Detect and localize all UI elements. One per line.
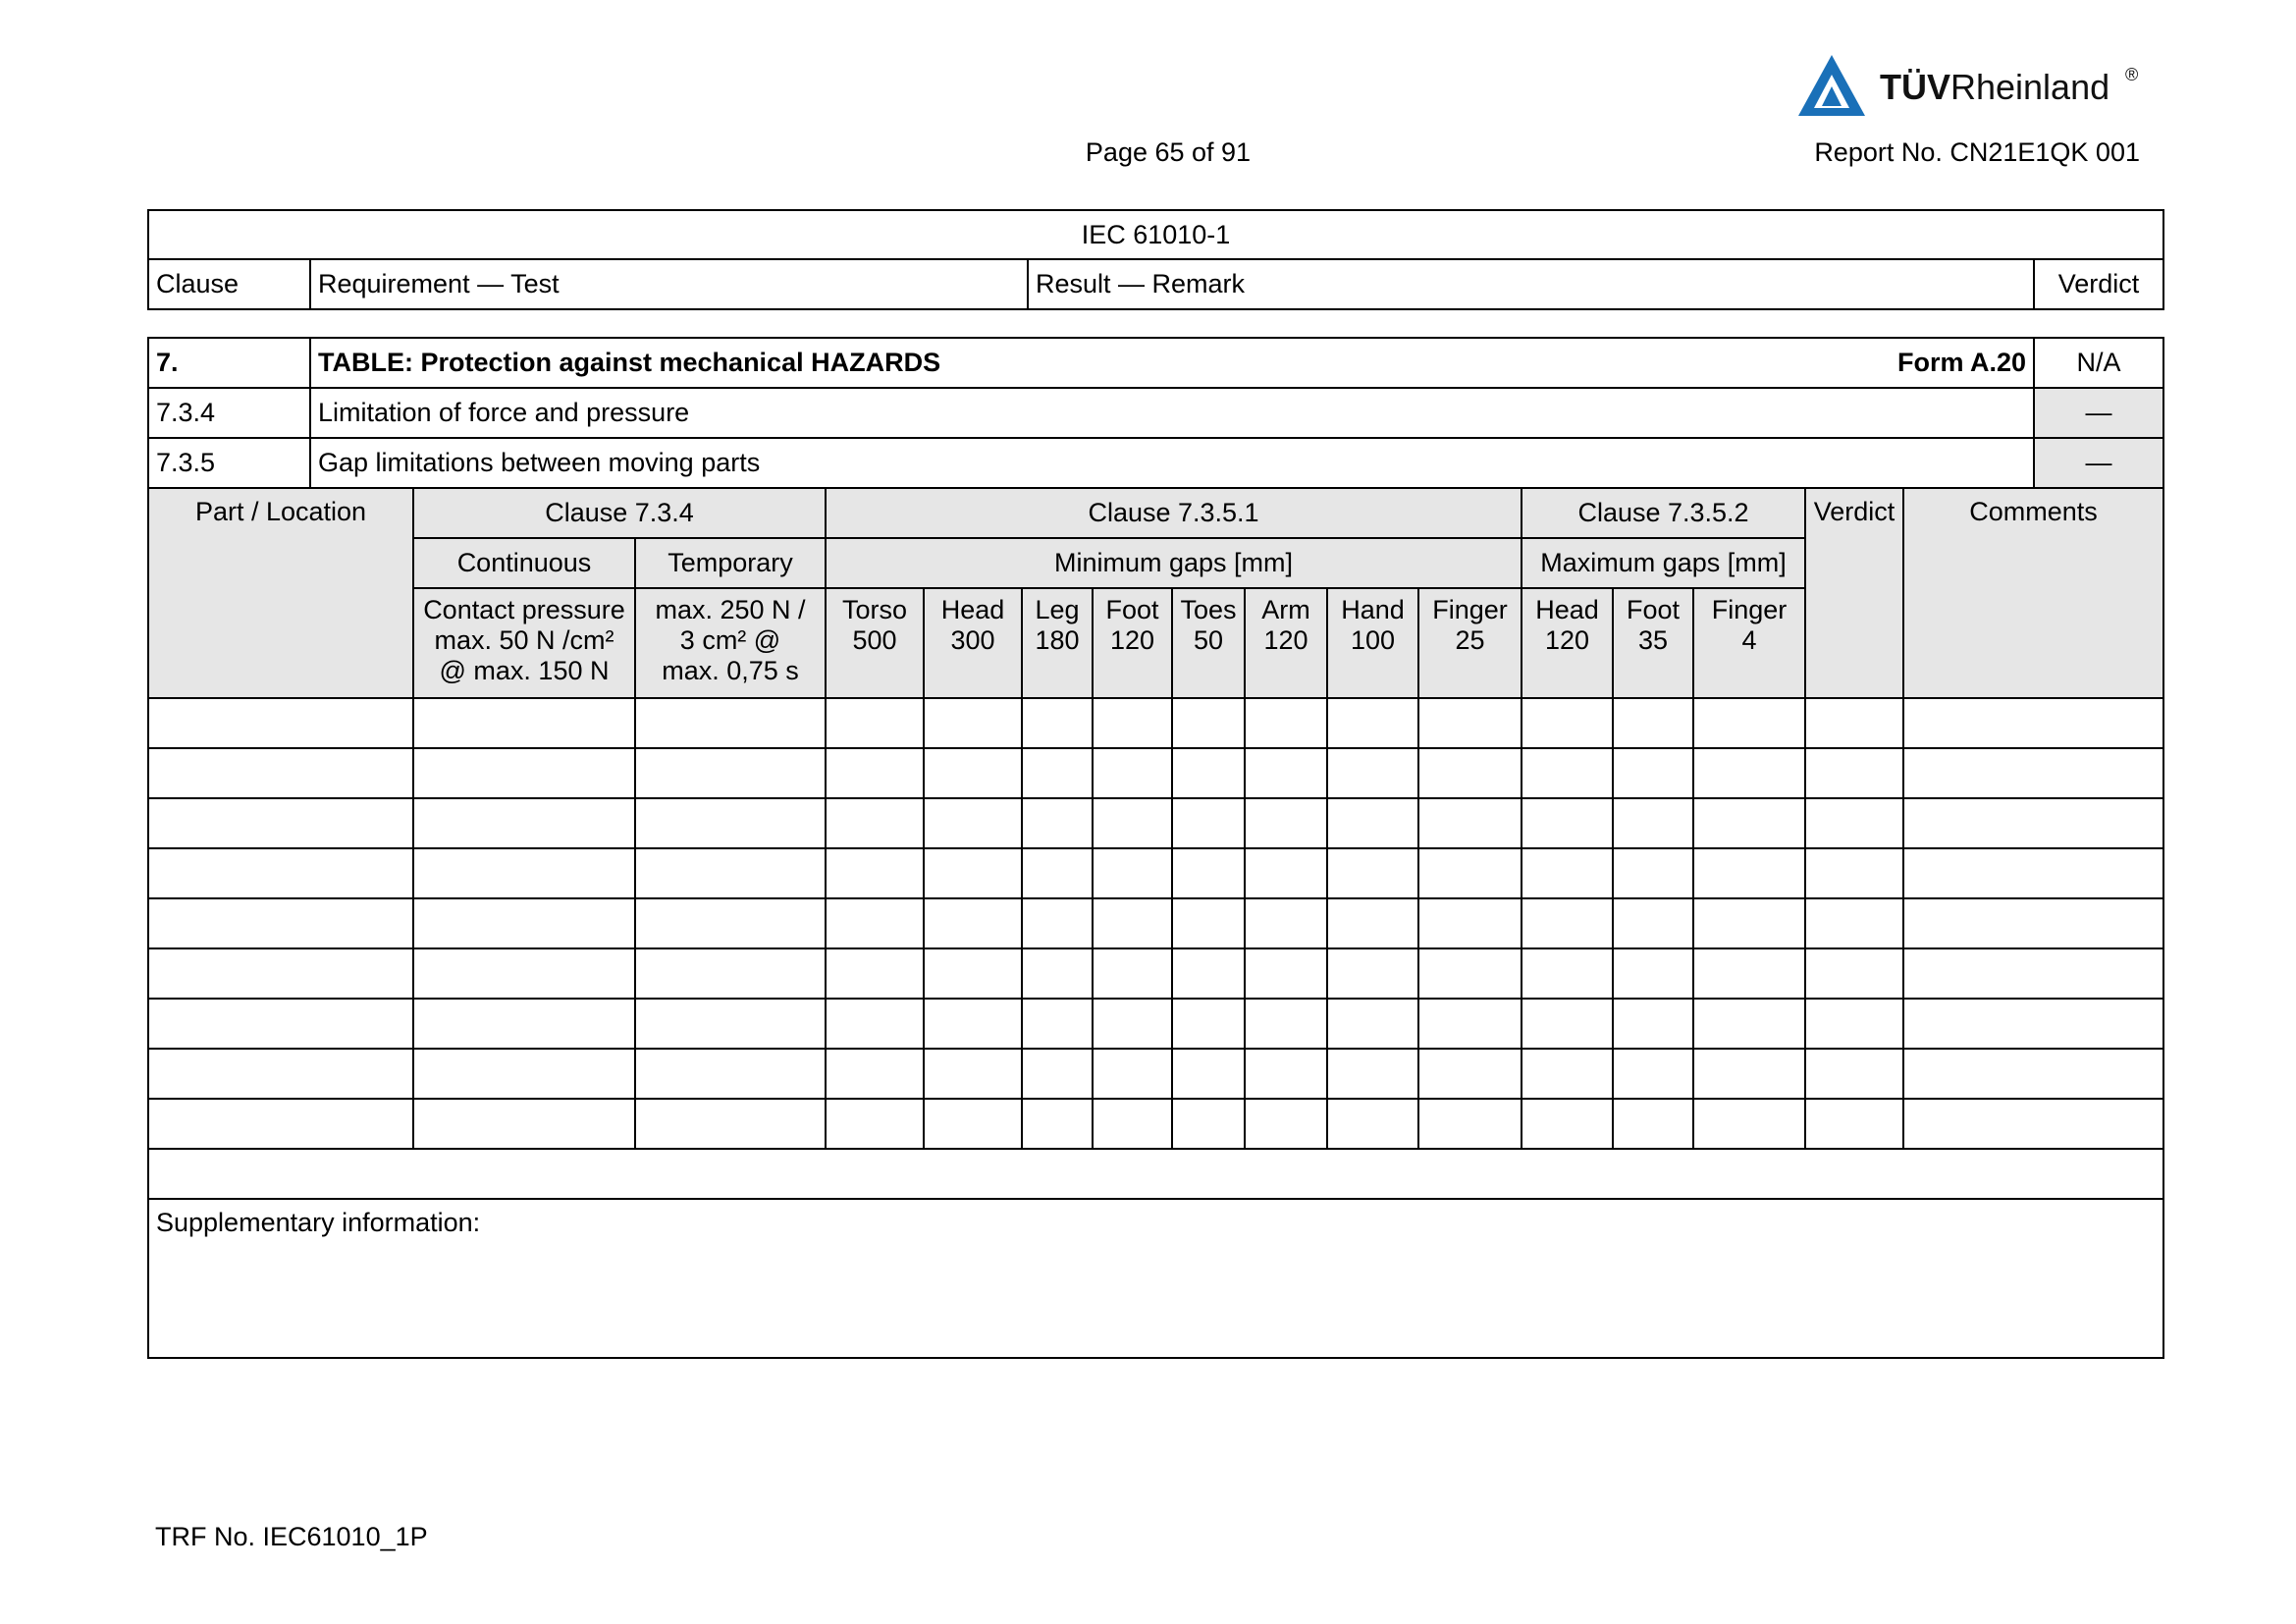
table-cell[interactable] (148, 698, 413, 748)
min-gap-head (924, 588, 1022, 698)
table-cell[interactable] (1522, 1099, 1613, 1149)
table-cell[interactable] (1245, 1049, 1327, 1099)
gap-value: 4 (1741, 625, 1757, 655)
gap-value: 100 (1350, 625, 1396, 655)
table-cell[interactable] (1613, 798, 1693, 848)
table-cell[interactable] (1693, 1049, 1805, 1099)
col-clause: Clause (148, 259, 310, 309)
table-cell[interactable] (1903, 898, 2163, 948)
table-cell[interactable] (924, 698, 1022, 748)
min-gap-hand (1327, 588, 1418, 698)
table-cell[interactable] (1613, 698, 1693, 748)
table-cell[interactable] (1613, 848, 1693, 898)
table-cell[interactable] (826, 1049, 924, 1099)
row-text: Gap limitations between moving parts (310, 438, 2034, 488)
page-number: Page 65 of 91 (1085, 137, 1252, 167)
row-verdict: — (2034, 388, 2163, 438)
gap-value: 120 (1544, 625, 1590, 655)
table-cell[interactable] (1022, 798, 1093, 848)
table-cell[interactable] (1903, 948, 2163, 999)
table-cell[interactable] (413, 848, 635, 898)
table-cell[interactable] (635, 948, 826, 999)
table-row (148, 999, 2163, 1049)
table-cell[interactable] (1245, 848, 1327, 898)
table-cell[interactable] (1805, 748, 1903, 798)
table-row (148, 898, 2163, 948)
gap-value: 300 (950, 625, 995, 655)
supplementary-information: Supplementary information: (148, 1199, 2163, 1358)
table-cell[interactable] (1903, 999, 2163, 1049)
table-cell[interactable] (1327, 798, 1418, 848)
section-verdict: N/A (2034, 338, 2163, 388)
table-cell[interactable] (1093, 948, 1172, 999)
gap-label: Head (940, 595, 1005, 624)
gap-label: Arm (1261, 595, 1310, 624)
table-cell[interactable] (1693, 1099, 1805, 1149)
table-cell[interactable] (924, 1049, 1022, 1099)
table-cell[interactable] (1022, 848, 1093, 898)
gap-label: Head (1535, 595, 1599, 624)
table-cell[interactable] (826, 999, 924, 1049)
detail-line: max. 0,75 s (662, 656, 799, 685)
row-clause: 7.3.4 (148, 388, 310, 438)
gap-label: Foot (1105, 595, 1159, 624)
gap-label: Leg (1035, 595, 1080, 624)
table-cell[interactable] (148, 948, 413, 999)
col-clause-734: Clause 7.3.4 (413, 488, 826, 538)
table-cell[interactable] (1327, 898, 1418, 948)
table-cell[interactable] (1418, 798, 1522, 848)
col-continuous: Continuous (413, 538, 635, 588)
table-cell[interactable] (1903, 698, 2163, 748)
clause-row (148, 388, 2163, 438)
gap-label: Torso (842, 595, 908, 624)
table-cell[interactable] (1903, 1099, 2163, 1149)
table-cell[interactable] (413, 1049, 635, 1099)
table-cell[interactable] (1522, 948, 1613, 999)
max-gap-finger (1693, 588, 1805, 698)
table-cell[interactable] (1172, 748, 1245, 798)
table-cell[interactable] (635, 898, 826, 948)
table-cell[interactable] (1418, 999, 1522, 1049)
table-cell[interactable] (1522, 999, 1613, 1049)
col-temporary: Temporary (635, 538, 826, 588)
table-cell[interactable] (1418, 948, 1522, 999)
table-cell[interactable] (635, 798, 826, 848)
table-cell[interactable] (148, 848, 413, 898)
table-cell[interactable] (1172, 898, 1245, 948)
clause-row (148, 438, 2163, 488)
table-cell[interactable] (635, 1099, 826, 1149)
table-cell[interactable] (1613, 1099, 1693, 1149)
table-cell[interactable] (1903, 848, 2163, 898)
min-gap-torso (826, 588, 924, 698)
temporary-detail (635, 588, 826, 698)
table-cell[interactable] (1245, 798, 1327, 848)
min-gap-arm (1245, 588, 1327, 698)
col-clause-7352: Clause 7.3.5.2 (1522, 488, 1805, 538)
section-number: 7. (148, 338, 310, 388)
row-verdict: — (2034, 438, 2163, 488)
table-cell[interactable] (1522, 798, 1613, 848)
table-row (148, 698, 2163, 748)
table-cell[interactable] (1327, 1099, 1418, 1149)
table-cell[interactable] (1245, 999, 1327, 1049)
table-cell[interactable] (1172, 798, 1245, 848)
table-cell[interactable] (1022, 999, 1093, 1049)
table-cell[interactable] (635, 999, 826, 1049)
table-cell[interactable] (1805, 848, 1903, 898)
tuv-triangle-icon (1796, 53, 1867, 118)
table-cell[interactable] (413, 1099, 635, 1149)
section-table (147, 337, 2164, 489)
table-cell[interactable] (1613, 948, 1693, 999)
table-cell[interactable] (1613, 898, 1693, 948)
table-cell[interactable] (1093, 999, 1172, 1049)
report-number: Report No. CN21E1QK 001 (1814, 137, 2140, 167)
table-row (148, 1099, 2163, 1149)
row-clause: 7.3.5 (148, 438, 310, 488)
logo-text-bold: TÜV (1880, 67, 1950, 107)
table-cell[interactable] (1693, 848, 1805, 898)
table-cell[interactable] (148, 999, 413, 1049)
table-cell[interactable] (413, 898, 635, 948)
table-cell[interactable] (1093, 898, 1172, 948)
row-text: Limitation of force and pressure (310, 388, 2034, 438)
table-cell[interactable] (1093, 798, 1172, 848)
gap-value: 50 (1193, 625, 1224, 655)
max-gap-head (1522, 588, 1613, 698)
table-cell[interactable] (924, 948, 1022, 999)
table-cell[interactable] (1805, 898, 1903, 948)
table-cell[interactable] (1693, 948, 1805, 999)
table-cell[interactable] (413, 698, 635, 748)
table-cell[interactable] (1172, 948, 1245, 999)
table-cell[interactable] (1693, 698, 1805, 748)
table-cell[interactable] (924, 848, 1022, 898)
table-cell[interactable] (1172, 1099, 1245, 1149)
gap-label: Finger (1432, 595, 1508, 624)
gap-label: Toes (1180, 595, 1237, 624)
table-cell[interactable] (148, 1099, 413, 1149)
table-cell[interactable] (1327, 948, 1418, 999)
table-cell[interactable] (1022, 748, 1093, 798)
table-cell[interactable] (924, 1099, 1022, 1149)
registered-mark: ® (2125, 65, 2139, 84)
detail-line: max. 250 N / (655, 595, 806, 624)
table-cell[interactable] (635, 748, 826, 798)
table-cell[interactable] (1172, 1049, 1245, 1099)
table-cell[interactable] (1327, 999, 1418, 1049)
table-cell[interactable] (1172, 848, 1245, 898)
detail-line: @ max. 150 N (439, 656, 610, 685)
measurement-table (147, 487, 2164, 1359)
table-cell[interactable] (1418, 748, 1522, 798)
continuous-detail (413, 588, 635, 698)
table-cell[interactable] (1418, 898, 1522, 948)
form-number: Form A.20 (1896, 348, 2026, 377)
table-row (148, 848, 2163, 898)
col-comments: Comments (1903, 488, 2163, 698)
gap-value: 35 (1637, 625, 1669, 655)
min-gap-leg (1022, 588, 1093, 698)
table-cell[interactable] (1522, 848, 1613, 898)
table-cell[interactable] (1613, 748, 1693, 798)
table-cell[interactable] (1805, 1099, 1903, 1149)
table-cell[interactable] (1245, 898, 1327, 948)
table-cell[interactable] (148, 748, 413, 798)
min-gap-foot (1093, 588, 1172, 698)
table-cell[interactable] (1022, 698, 1093, 748)
gap-value: 120 (1109, 625, 1155, 655)
col-verdict: Verdict (2034, 259, 2163, 309)
table-cell[interactable] (148, 1049, 413, 1099)
supplementary-row (148, 1199, 2163, 1358)
table-cell[interactable] (1327, 848, 1418, 898)
table-cell[interactable] (826, 848, 924, 898)
table-cell[interactable] (1327, 698, 1418, 748)
table-cell[interactable] (1805, 698, 1903, 748)
min-gap-finger (1418, 588, 1522, 698)
table-cell[interactable] (1613, 999, 1693, 1049)
table-row (148, 798, 2163, 848)
table-cell[interactable] (1093, 1099, 1172, 1149)
tuv-rheinland-logo (1796, 53, 2150, 122)
gap-value: 25 (1455, 625, 1485, 655)
max-gap-foot (1613, 588, 1693, 698)
table-cell[interactable] (826, 698, 924, 748)
table-cell[interactable] (1022, 1099, 1093, 1149)
table-cell[interactable] (1093, 1049, 1172, 1099)
col-requirement: Requirement — Test (310, 259, 1028, 309)
table-cell[interactable] (826, 1099, 924, 1149)
table-cell[interactable] (826, 748, 924, 798)
table-cell[interactable] (1327, 748, 1418, 798)
spacer-cell (148, 1149, 2163, 1199)
table-cell[interactable] (1805, 798, 1903, 848)
table-cell[interactable] (635, 848, 826, 898)
table-cell[interactable] (1693, 798, 1805, 848)
table-cell[interactable] (1693, 898, 1805, 948)
detail-line: max. 50 N /cm² (434, 625, 614, 655)
table-cell[interactable] (924, 798, 1022, 848)
table-cell[interactable] (1172, 698, 1245, 748)
table-cell[interactable] (1693, 748, 1805, 798)
table-cell[interactable] (1903, 1049, 2163, 1099)
table-cell[interactable] (1245, 698, 1327, 748)
table-cell[interactable] (1522, 898, 1613, 948)
spacer-row (148, 1149, 2163, 1199)
table-cell[interactable] (826, 798, 924, 848)
table-cell[interactable] (1093, 848, 1172, 898)
table-cell[interactable] (1245, 748, 1327, 798)
col-part-location: Part / Location (148, 488, 413, 698)
table-cell[interactable] (1418, 1049, 1522, 1099)
table-cell[interactable] (635, 1049, 826, 1099)
table-cell[interactable] (1093, 748, 1172, 798)
gap-label: Finger (1711, 595, 1788, 624)
table-cell[interactable] (1418, 698, 1522, 748)
col-max-gaps: Maximum gaps [mm] (1522, 538, 1805, 588)
table-cell[interactable] (1805, 1049, 1903, 1099)
col-clause-7351: Clause 7.3.5.1 (826, 488, 1522, 538)
table-cell[interactable] (1245, 1099, 1327, 1149)
table-cell[interactable] (1522, 1049, 1613, 1099)
table-cell[interactable] (148, 898, 413, 948)
col-verdict: Verdict (1805, 488, 1903, 698)
gap-label: Foot (1627, 595, 1681, 624)
table-cell[interactable] (1805, 948, 1903, 999)
detail-line: 3 cm² @ (679, 625, 781, 655)
table-cell[interactable] (1172, 999, 1245, 1049)
table-cell[interactable] (1522, 748, 1613, 798)
gap-value: 180 (1035, 625, 1080, 655)
standard-title: IEC 61010-1 (148, 210, 2163, 259)
logo-text-rest: Rheinland (1950, 67, 2110, 107)
section-title-cell (310, 338, 2034, 388)
table-cell[interactable] (1613, 1049, 1693, 1099)
table-cell[interactable] (1245, 948, 1327, 999)
table-cell[interactable] (924, 898, 1022, 948)
table-cell[interactable] (635, 698, 826, 748)
col-min-gaps: Minimum gaps [mm] (826, 538, 1522, 588)
table-cell[interactable] (1693, 999, 1805, 1049)
trf-number: TRF No. IEC61010_1P (155, 1522, 428, 1551)
standard-header-table (147, 209, 2164, 310)
gap-label: Hand (1341, 595, 1405, 624)
table-cell[interactable] (148, 798, 413, 848)
section-title: TABLE: Protection against mechanical HAZARDS (318, 348, 941, 377)
table-cell[interactable] (1805, 999, 1903, 1049)
table-row (148, 748, 2163, 798)
table-cell[interactable] (826, 948, 924, 999)
table-cell[interactable] (1418, 848, 1522, 898)
table-cell[interactable] (1022, 948, 1093, 999)
gap-value: 500 (852, 625, 897, 655)
table-cell[interactable] (413, 748, 635, 798)
table-cell[interactable] (1903, 748, 2163, 798)
table-cell[interactable] (1522, 698, 1613, 748)
col-result: Result — Remark (1028, 259, 2034, 309)
table-cell[interactable] (1022, 898, 1093, 948)
table-cell[interactable] (924, 999, 1022, 1049)
gap-value: 120 (1263, 625, 1308, 655)
table-cell[interactable] (413, 999, 635, 1049)
table-row (148, 1049, 2163, 1099)
table-cell[interactable] (1418, 1099, 1522, 1149)
table-cell[interactable] (924, 748, 1022, 798)
table-row (148, 948, 2163, 999)
table-cell[interactable] (1903, 798, 2163, 848)
table-cell[interactable] (413, 798, 635, 848)
table-cell[interactable] (1022, 1049, 1093, 1099)
table-cell[interactable] (1327, 1049, 1418, 1099)
min-gap-toes (1172, 588, 1245, 698)
detail-line: Contact pressure (423, 595, 625, 624)
table-cell[interactable] (826, 898, 924, 948)
table-cell[interactable] (1093, 698, 1172, 748)
table-cell[interactable] (413, 948, 635, 999)
